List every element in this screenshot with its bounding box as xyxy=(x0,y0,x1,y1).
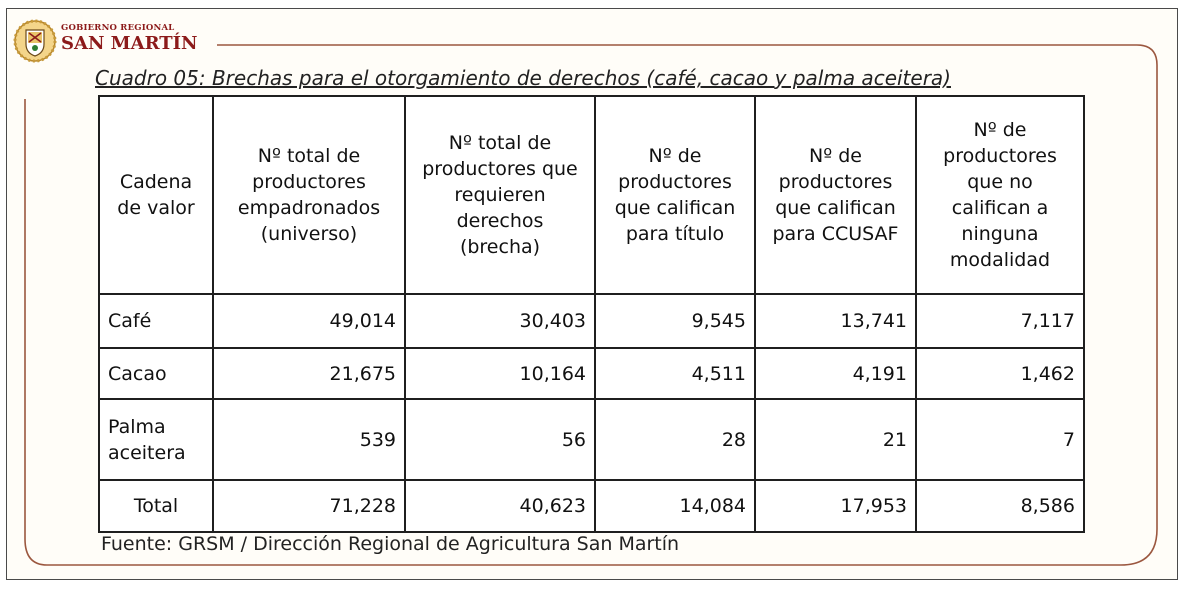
rights-gap-table xyxy=(98,95,1085,533)
cell-value: 21,675 xyxy=(213,348,405,399)
cell-value: 71,228 xyxy=(213,480,405,532)
table-row xyxy=(99,294,1084,348)
header-cadena-de-valor: Cadena de valor xyxy=(99,96,213,294)
row-label-cacao: Cacao xyxy=(99,348,213,399)
cell-value: 14,084 xyxy=(595,480,755,532)
cell-value: 9,545 xyxy=(595,294,755,348)
logo-subtitle: GOBIERNO REGIONAL xyxy=(61,23,175,33)
cell-value: 1,462 xyxy=(916,348,1084,399)
table-row xyxy=(99,399,1084,480)
cell-value: 8,586 xyxy=(916,480,1084,532)
table-total-row xyxy=(99,480,1084,532)
cell-value: 56 xyxy=(405,399,595,480)
header-total-requieren-derechos: Nº total de productores que requieren derechos (brecha) xyxy=(405,96,595,294)
row-label-cafe: Café xyxy=(99,294,213,348)
cell-value: 30,403 xyxy=(405,294,595,348)
cell-value: 539 xyxy=(213,399,405,480)
cell-value: 21 xyxy=(755,399,916,480)
source-note: Fuente: GRSM / Dirección Regional de Agricultura San Martín xyxy=(101,533,680,555)
cell-value: 10,164 xyxy=(405,348,595,399)
cell-value: 28 xyxy=(595,399,755,480)
cell-value: 13,741 xyxy=(755,294,916,348)
table-caption: Cuadro 05: Brechas para el otorgamiento de derechos (café, cacao y palma aceitera) xyxy=(95,66,951,90)
table-header-row xyxy=(99,96,1084,294)
row-label-palma-aceitera: Palma aceitera xyxy=(99,399,213,480)
table-row xyxy=(99,348,1084,399)
regional-government-logo xyxy=(13,19,198,63)
header-no-califican: Nº de productores que no califican a ninguna modalidad xyxy=(916,96,1084,294)
header-califican-ccusaf: Nº de productores que califican para CCUSAF xyxy=(755,96,916,294)
header-total-empadronados: Nº total de productores empadronados (universo) xyxy=(213,96,405,294)
cell-value: 40,623 xyxy=(405,480,595,532)
cell-value: 49,014 xyxy=(213,294,405,348)
header-califican-titulo: Nº de productores que califican para título xyxy=(595,96,755,294)
cell-value: 4,511 xyxy=(595,348,755,399)
cell-value: 17,953 xyxy=(755,480,916,532)
coat-of-arms-icon xyxy=(13,19,57,63)
cell-value: 7 xyxy=(916,399,1084,480)
cell-value: 4,191 xyxy=(755,348,916,399)
cell-value: 7,117 xyxy=(916,294,1084,348)
row-label-total: Total xyxy=(99,480,213,532)
logo-title: SAN MARTÍN xyxy=(61,32,198,54)
